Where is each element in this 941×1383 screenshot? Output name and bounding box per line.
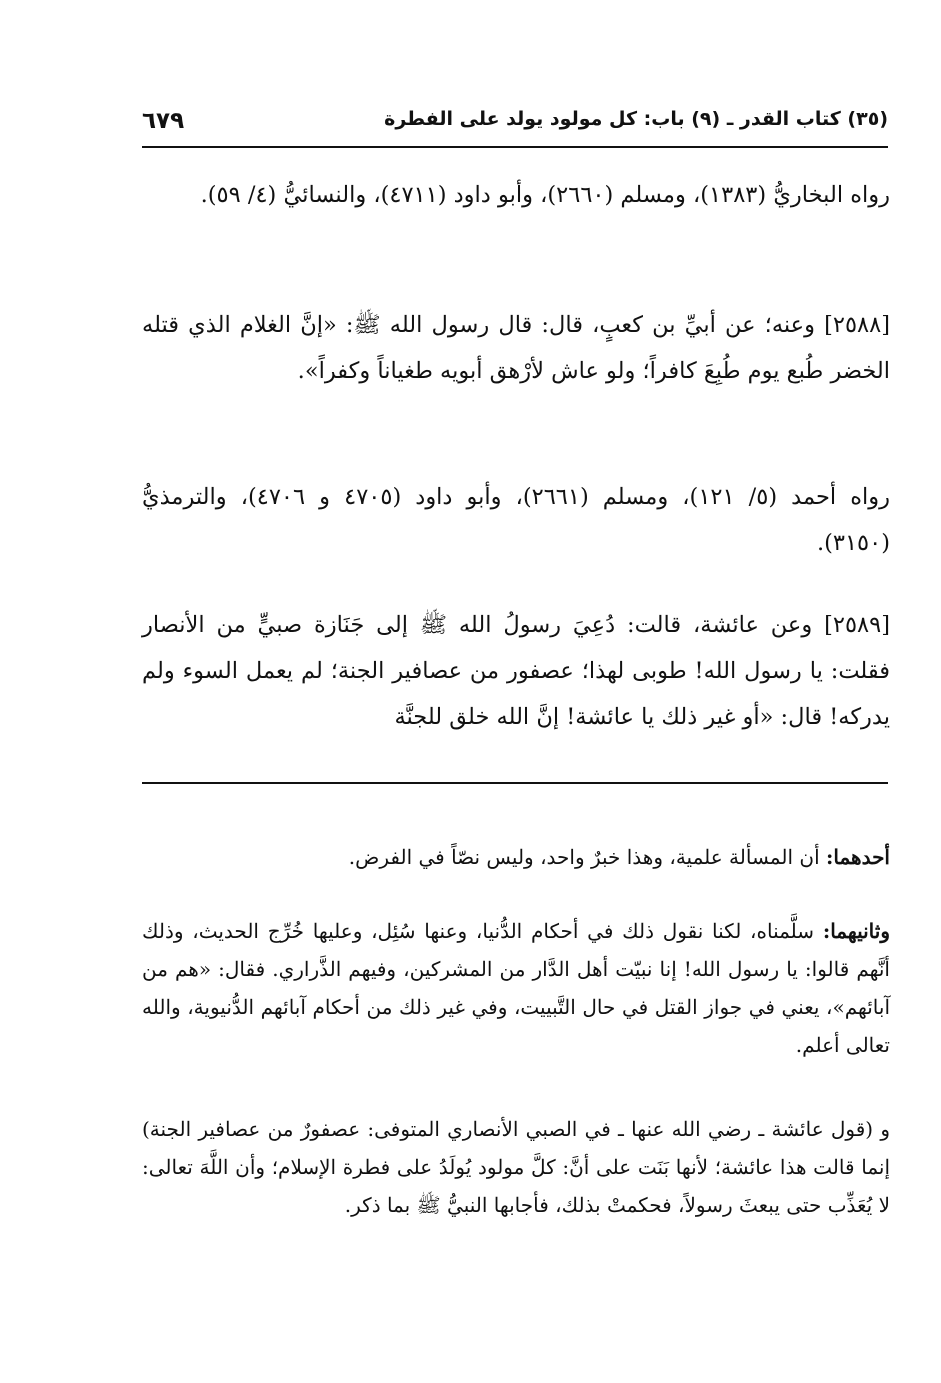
commentary-3-lead: و (قول عائشة ـ رضي الله عنها ـ في الصبي الأنصاري المتوفى: عصفورٌ من عصافير الجنة) bbox=[142, 1117, 890, 1141]
commentary-3-body: إنما قالت هذا عائشة؛ لأنها بَنَت على أنَّ: كلَّ مولود يُولَدُ على فطرة الإسلام؛ وأن اللَّهَ تعالى: لا يُعَذِّب حتى يبعثَ رسولاً، فحكمتْ بذلك، فأجابها النبيُّ ﷺ بما ذكر. bbox=[142, 1155, 890, 1217]
hadith-2588-text: [٢٥٨٨] وعنه؛ عن أبيِّ بن كعبٍ، قال: قال رسول الله ﷺ: «إنَّ الغلام الذي قتله الخضر طُبع يوم طُبِعَ كافراً؛ ولو عاش لأرْهق أبويه طغياناً وكفراً». bbox=[142, 312, 890, 384]
source-citation-2-text: رواه أحمد (٥/ ١٢١)، ومسلم (٢٦٦١)، وأبو داود (٤٧٠٥ و ٤٧٠٦)، والترمذيُّ (٣١٥٠). bbox=[142, 484, 890, 556]
commentary-paragraph-3-text bbox=[142, 1110, 890, 1224]
source-citation-1-text: رواه البخاريُّ (١٣٨٣)، ومسلم (٢٦٦٠)، وأبو داود (٤٧١١)، والنسائيُّ (٤/ ٥٩). bbox=[200, 182, 890, 208]
commentary-1-lead: أحدهما: bbox=[825, 845, 890, 869]
source-citation-1 bbox=[142, 172, 890, 218]
hadith-2588 bbox=[142, 302, 890, 394]
footnote-separator bbox=[142, 782, 888, 784]
source-citation-2 bbox=[142, 474, 890, 566]
hadith-2589-text: [٢٥٨٩] وعن عائشة، قالت: دُعِيَ رسولُ الله ﷺ إلى جَنَازة صبيٍّ من الأنصار فقلت: يا رسول الله! طوبى لهذا؛ عصفور من عصافير الجنة؛ لم يعمل السوء ولم يدركه! قال: «أو غير ذلك يا عائشة! إنَّ الله خلق للجنَّة bbox=[142, 612, 890, 730]
header-rule bbox=[142, 146, 888, 148]
commentary-paragraph-1 bbox=[142, 838, 890, 876]
commentary-paragraph-1-text bbox=[142, 838, 890, 876]
commentary-paragraph-2 bbox=[142, 912, 890, 1064]
commentary-paragraph-3 bbox=[142, 1110, 890, 1224]
header-title: (٣٥) كتاب القدر ـ (٩) باب: كل مولود يولد على الفطرة bbox=[384, 108, 888, 130]
page-number: ٦٧٩ bbox=[142, 108, 185, 134]
commentary-paragraph-2-text bbox=[142, 912, 890, 1064]
commentary-2-lead: وثانيهما: bbox=[822, 919, 890, 943]
running-header bbox=[142, 100, 888, 140]
commentary-2-body: سلَّمناه، لكنا نقول ذلك في أحكام الدُّنيا، وعنها سُئِل، وعليها خُرِّج الحديث، وذلك أنَّهم قالوا: يا رسول الله! إنا نبيّت أهل الدَّار من المشركين، وفيهم الذَّراري. فقال: «هم من آبائهم»، يعني في جواز القتل في حال التَّبييت، وفي غير ذلك من أحكام آبائهم الدُّنيوية، والله تعالى أعلم. bbox=[142, 919, 890, 1057]
hadith-2589 bbox=[142, 602, 890, 740]
commentary-1-body: أن المسألة علمية، وهذا خبرٌ واحد، وليس نصّاً في الفرض. bbox=[348, 845, 826, 869]
